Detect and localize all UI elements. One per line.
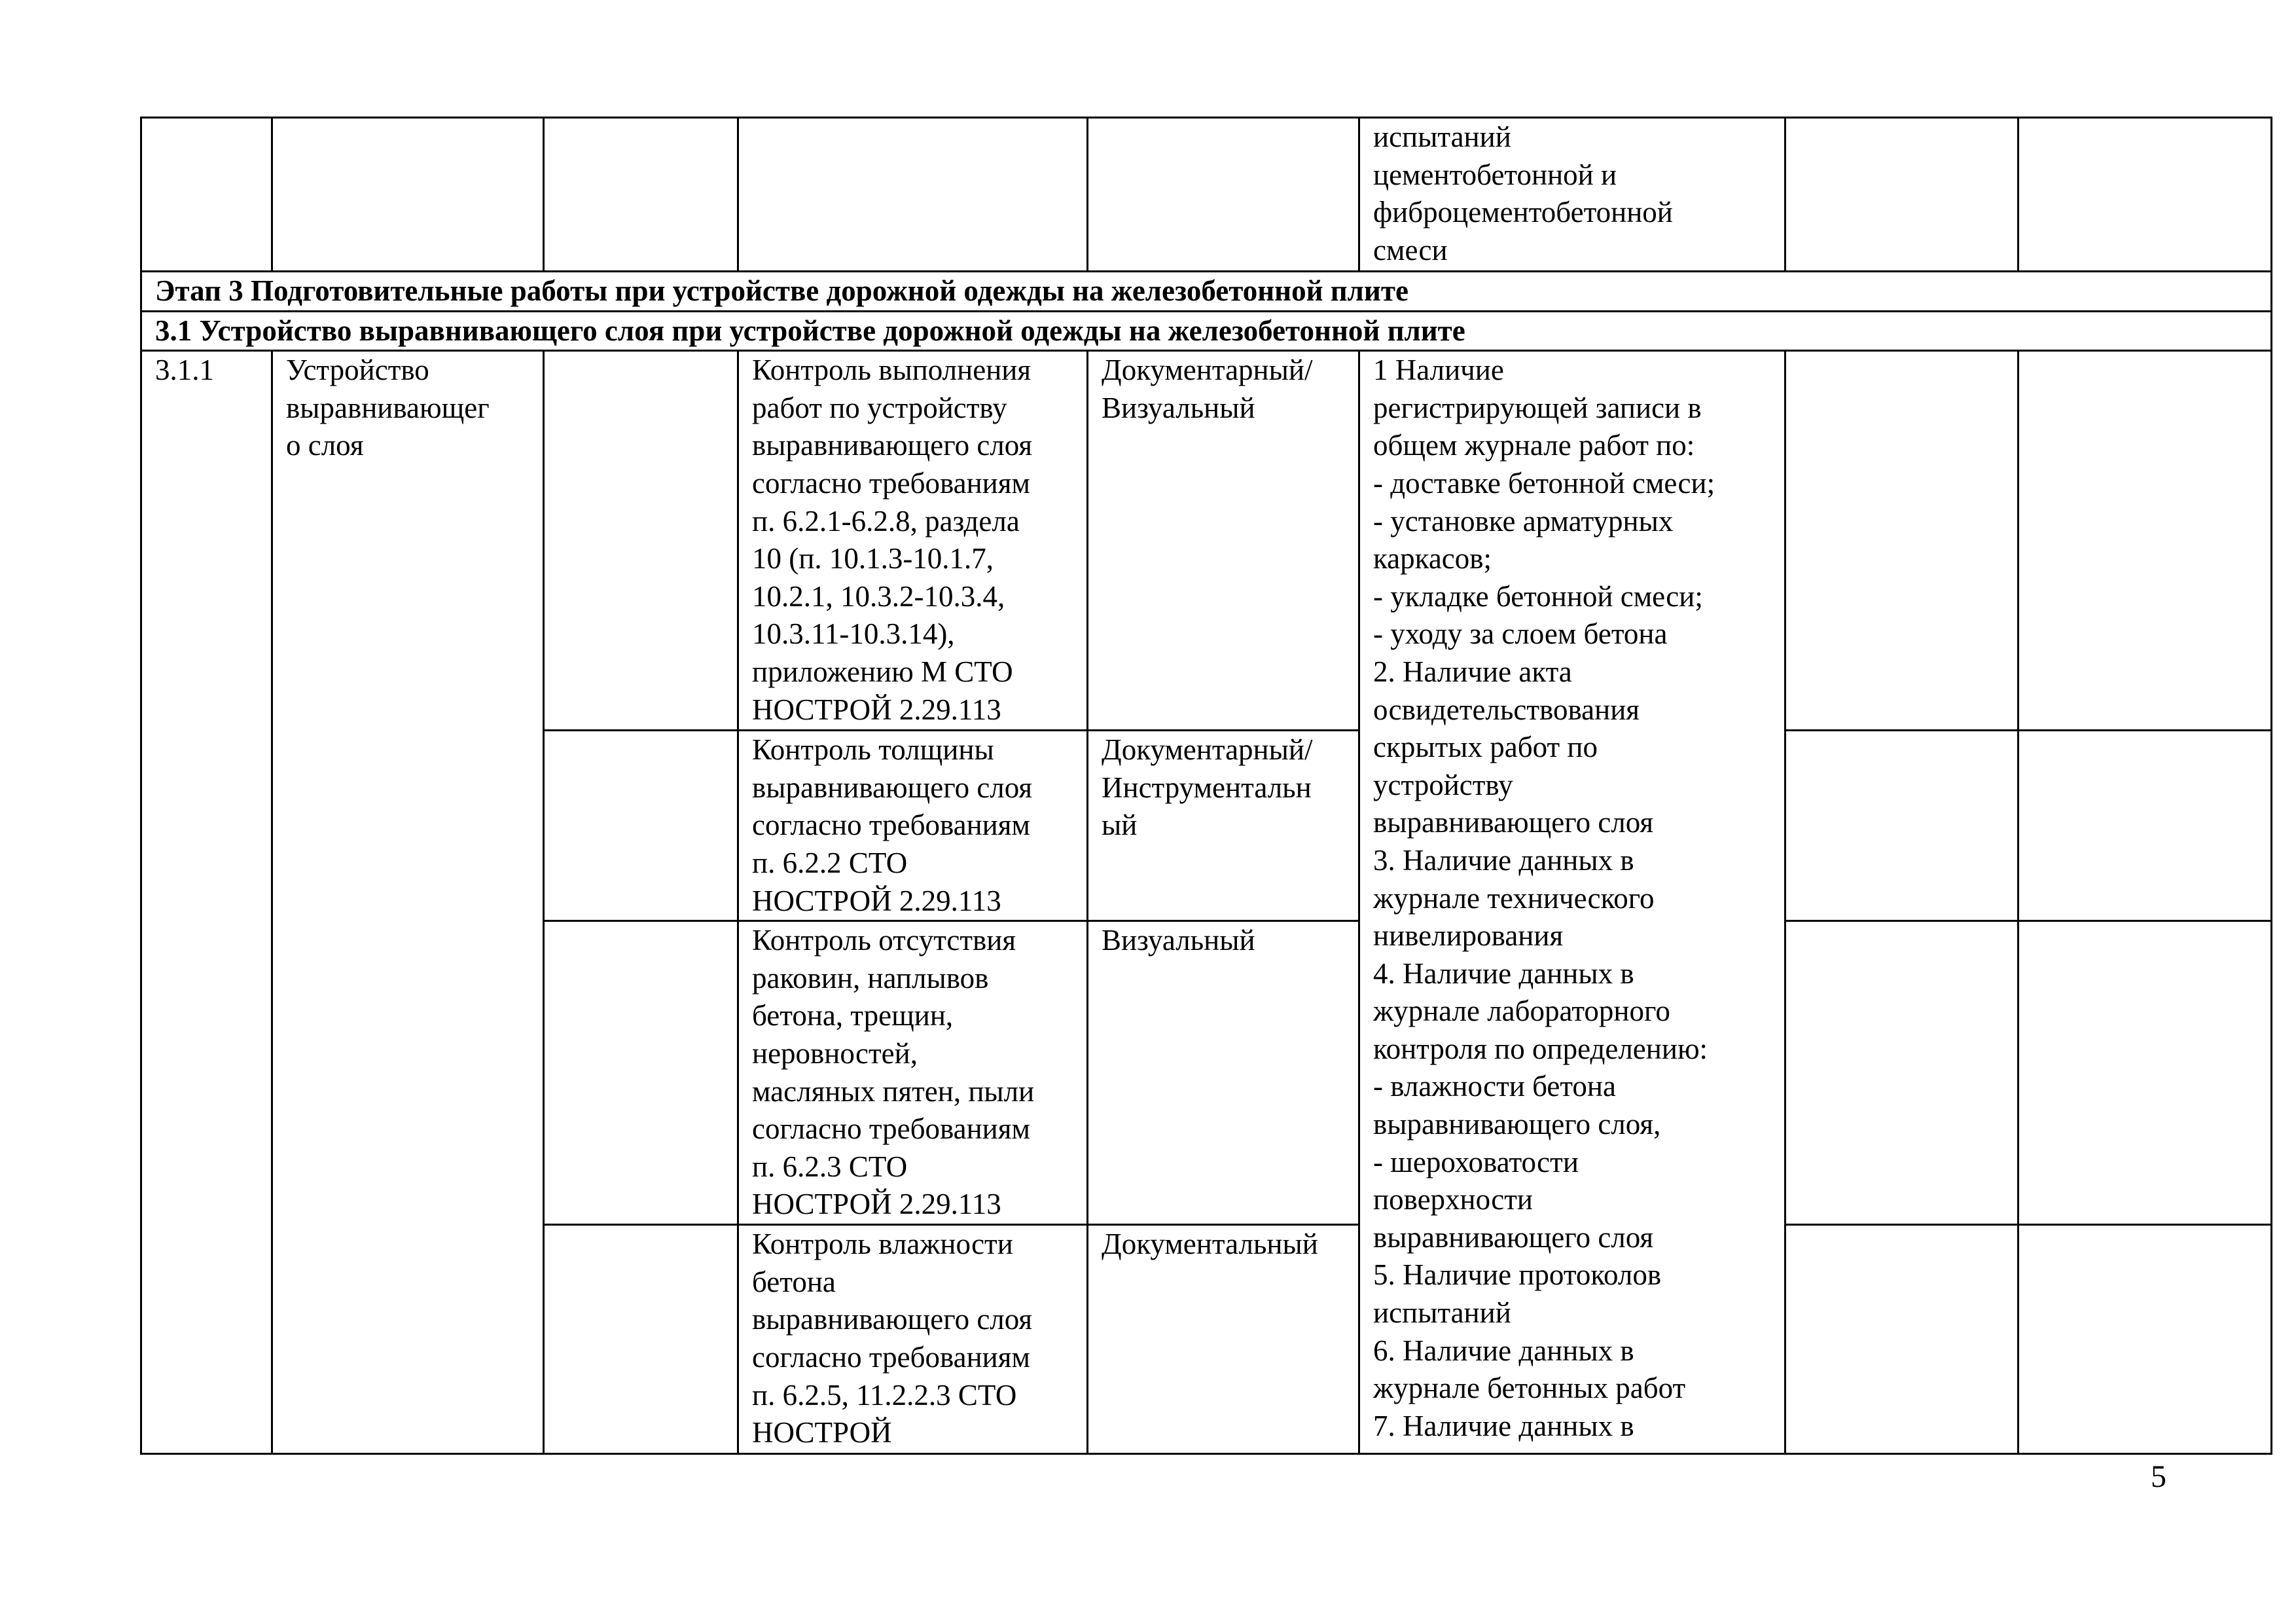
continuation-results-cell: испытаний цементобетонной и фиброцементобетонной смеси [1359, 118, 1785, 272]
cell-empty [544, 1225, 738, 1454]
cell-empty [2018, 1225, 2272, 1454]
cell-empty [2018, 351, 2272, 731]
cell-empty [544, 731, 738, 921]
item-name: Устройство выравнивающег о слоя [272, 351, 544, 1454]
cell-empty [1088, 118, 1359, 272]
cell-empty [544, 921, 738, 1225]
cell-empty [141, 118, 272, 272]
stage3-header: Этап 3 Подготовительные работы при устройстве дорожной одежды на железобетонной плите [141, 272, 2272, 312]
table-row-section31 [141, 311, 2272, 351]
cell-empty [544, 351, 738, 731]
cell-empty [738, 118, 1088, 272]
check-method: Документарный/ Инструментальн ый [1088, 731, 1359, 921]
page-number: 5 [2151, 1459, 2166, 1494]
cell-empty [1785, 731, 2018, 921]
cell-empty [1785, 1225, 2018, 1454]
check-method: Документальный [1088, 1225, 1359, 1454]
cell-empty [272, 118, 544, 272]
cell-empty [2018, 731, 2272, 921]
check-method: Визуальный [1088, 921, 1359, 1225]
table-row-check-1 [141, 351, 2272, 731]
table-row-stage3 [141, 272, 2272, 312]
check-description: Контроль влажности бетона выравнивающего слоя согласно требованиям п. 6.2.5, 11.2.2.3 СТО НОСТРОЙ [738, 1225, 1088, 1454]
cell-empty [1785, 921, 2018, 1225]
section31-header: 3.1 Устройство выравнивающего слоя при устройстве дорожной одежды на железобетонной плите [141, 311, 2272, 351]
check-description: Контроль отсутствия раковин, наплывов бетона, трещин, неровностей, масляных пятен, пыли согласно требованиям п. 6.2.3 СТО НОСТРОЙ 2.29.113 [738, 921, 1088, 1225]
table-row-continuation [141, 118, 2272, 272]
cell-empty [1785, 351, 2018, 731]
cell-empty [1785, 118, 2018, 272]
cell-empty [2018, 118, 2272, 272]
cell-empty [544, 118, 738, 272]
check-description: Контроль толщины выравнивающего слоя согласно требованиям п. 6.2.2 СТО НОСТРОЙ 2.29.113 [738, 731, 1088, 921]
cell-empty [2018, 921, 2272, 1225]
item-results: 1 Наличие регистрирующей записи в общем журнале работ по: - доставке бетонной смеси; - установке арматурных каркасов; - укладке бетонной смеси; - уходу за слоем бетона 2. Наличие акта освидетельствования скрытых работ по устройству выравнивающего слоя 3. Наличие данных в журнале технического нивелирования 4. Наличие данных в журнале лабораторного контроля по определению: - влажности бетона выравнивающего слоя, - шероховатости поверхности выравнивающего слоя 5. Наличие протоколов испытаний 6. Наличие данных в журнале бетонных работ 7. Наличие данных в [1359, 351, 1785, 1454]
item-number: 3.1.1 [141, 351, 272, 1454]
check-description: Контроль выполнения работ по устройству выравнивающего слоя согласно требованиям п. 6.2.1-6.2.8, раздела 10 (п. 10.1.3-10.1.7, 10.2.1, 10.3.2-10.3.4, 10.3.11-10.3.14), приложению М СТО НОСТРОЙ 2.29.113 [738, 351, 1088, 731]
inspection-table [140, 117, 2272, 1455]
check-method: Документарный/ Визуальный [1088, 351, 1359, 731]
